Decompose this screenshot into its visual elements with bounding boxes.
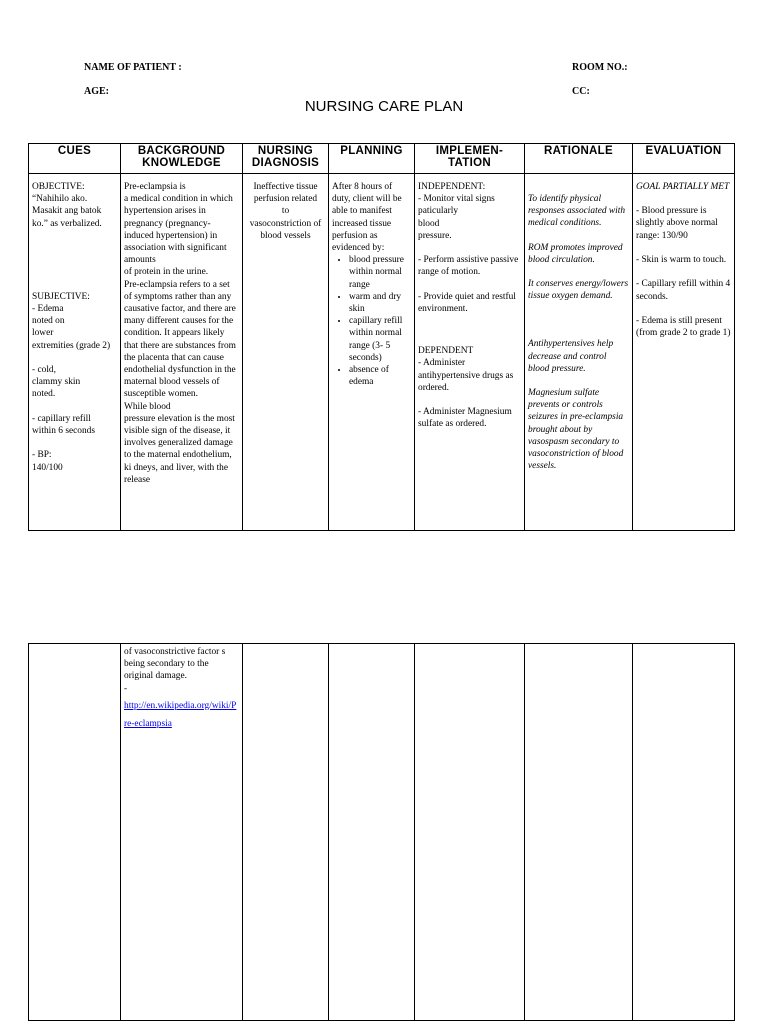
- diagnosis-cell-continued: [243, 644, 329, 1021]
- column-header-background: BACKGROUND KNOWLEDGE: [121, 144, 243, 174]
- background-text: Pre-eclampsia is a medical condition in which hypertension arises in pregnancy (pregnancy-induced hypertension) in association with significant amounts of protein in the urine. Pre-eclampsia refers to a set of symptoms rather than any causative factor, and there are many different causes for the condition. It appears likely that there are substances from the placenta that can cause endothelial dysfunction in the maternal blood vessels of susceptible women. While blood pressure elevation is the most visible sign of the disease, it involves generalized damage to the maternal endothelium, ki dneys, and liver, with the release: [124, 182, 236, 485]
- evaluation-cell-continued: [633, 644, 735, 1021]
- background-text-continued: of vasoconstrictive factor s being secondary to the original damage. -: [124, 647, 226, 694]
- column-header-rationale: RATIONALE: [525, 144, 633, 174]
- subjective-text: - Edema noted on lower extremities (grade 2) - cold, clammy skin noted. - capillary refill within 6 seconds - BP: 140/100: [32, 304, 111, 473]
- page-title: NURSING CARE PLAN: [304, 98, 464, 115]
- age-label: AGE:: [84, 86, 109, 97]
- planning-cell-continued: [329, 644, 415, 1021]
- chief-complaint-label: CC:: [572, 86, 590, 97]
- column-header-planning: PLANNING: [329, 144, 415, 174]
- evaluation-cell: [633, 174, 735, 531]
- patient-name-label: NAME OF PATIENT :: [84, 62, 182, 73]
- planning-intro: After 8 hours of duty, client will be able to manifest increased tissue perfusion as evidenced by:: [332, 182, 402, 254]
- table-row: [29, 174, 735, 531]
- cues-cell-continued: [29, 644, 121, 1021]
- room-number-label: ROOM NO.:: [572, 62, 628, 73]
- care-plan-table: [28, 143, 735, 531]
- objective-label: OBJECTIVE:: [32, 182, 85, 192]
- table-header-row: [29, 144, 735, 174]
- diagnosis-text: Ineffective tissue perfusion related to vasoconstriction of blood vessels: [249, 182, 322, 241]
- rationale-5: Magnesium sulfate prevents or controls seizures in pre-eclampsia brought about by vasospasm secondary to vasoconstriction of blood vessels.: [528, 388, 624, 472]
- rationale-1: To identify physical responses associated with medical conditions.: [528, 194, 626, 229]
- objective-text: “Nahihilo ako. Masakit ang batok ko.” as verbalized.: [32, 194, 102, 229]
- rationale-4: Antihypertensives help decrease and control blood pressure.: [528, 339, 614, 374]
- evaluation-text: - Blood pressure is slightly above normal range: 130/90 - Skin is warm to touch. - Capillary refill within 4 seconds. - Edema is still present (from grade 2 to grade 1): [636, 206, 731, 339]
- rationale-cell: [525, 174, 633, 531]
- rationale-cell-continued: [525, 644, 633, 1021]
- table-row: [29, 644, 735, 1021]
- column-header-implementation: IMPLEMEN- TATION: [415, 144, 525, 174]
- implementation-cell: [415, 174, 525, 531]
- list-item: • warm and dry skin: [349, 291, 411, 315]
- subjective-label: SUBJECTIVE:: [32, 291, 90, 302]
- column-header-evaluation: EVALUATION: [633, 144, 735, 174]
- rationale-2: ROM promotes improved blood circulation.: [528, 242, 623, 265]
- care-plan-table-continued: [28, 643, 735, 1021]
- independent-label: INDEPENDENT:: [418, 182, 486, 192]
- planning-outcomes-list: [332, 254, 411, 388]
- reference-link[interactable]: http://en.wikipedia.org/wiki/Pre-eclampsia: [124, 700, 237, 729]
- background-cell-continued: [121, 644, 243, 1021]
- diagnosis-cell: [243, 174, 329, 531]
- list-item: • absence of edema: [349, 364, 411, 388]
- dependent-interventions: - Administer antihypertensive drugs as ordered. - Administer Magnesium sulfate as ordered.: [418, 358, 514, 430]
- independent-interventions: - Monitor vital signs paticularly blood pressure. - Perform assistive passive range of motion. - Provide quiet and restful environment.: [418, 194, 519, 315]
- implementation-cell-continued: [415, 644, 525, 1021]
- list-item: • capillary refill within normal range (3- 5 seconds): [349, 315, 411, 364]
- rationale-3: It conserves energy/lowers tissue oxygen demand.: [528, 279, 629, 302]
- column-header-cues: CUES: [29, 144, 121, 174]
- column-header-diagnosis: NURSING DIAGNOSIS: [243, 144, 329, 174]
- goal-status: GOAL PARTIALLY MET: [636, 182, 730, 192]
- list-item: • blood pressure within normal range: [349, 254, 411, 291]
- dependent-label: DEPENDENT: [418, 346, 474, 357]
- cues-cell: [29, 174, 121, 531]
- planning-cell: [329, 174, 415, 531]
- background-cell: [121, 174, 243, 531]
